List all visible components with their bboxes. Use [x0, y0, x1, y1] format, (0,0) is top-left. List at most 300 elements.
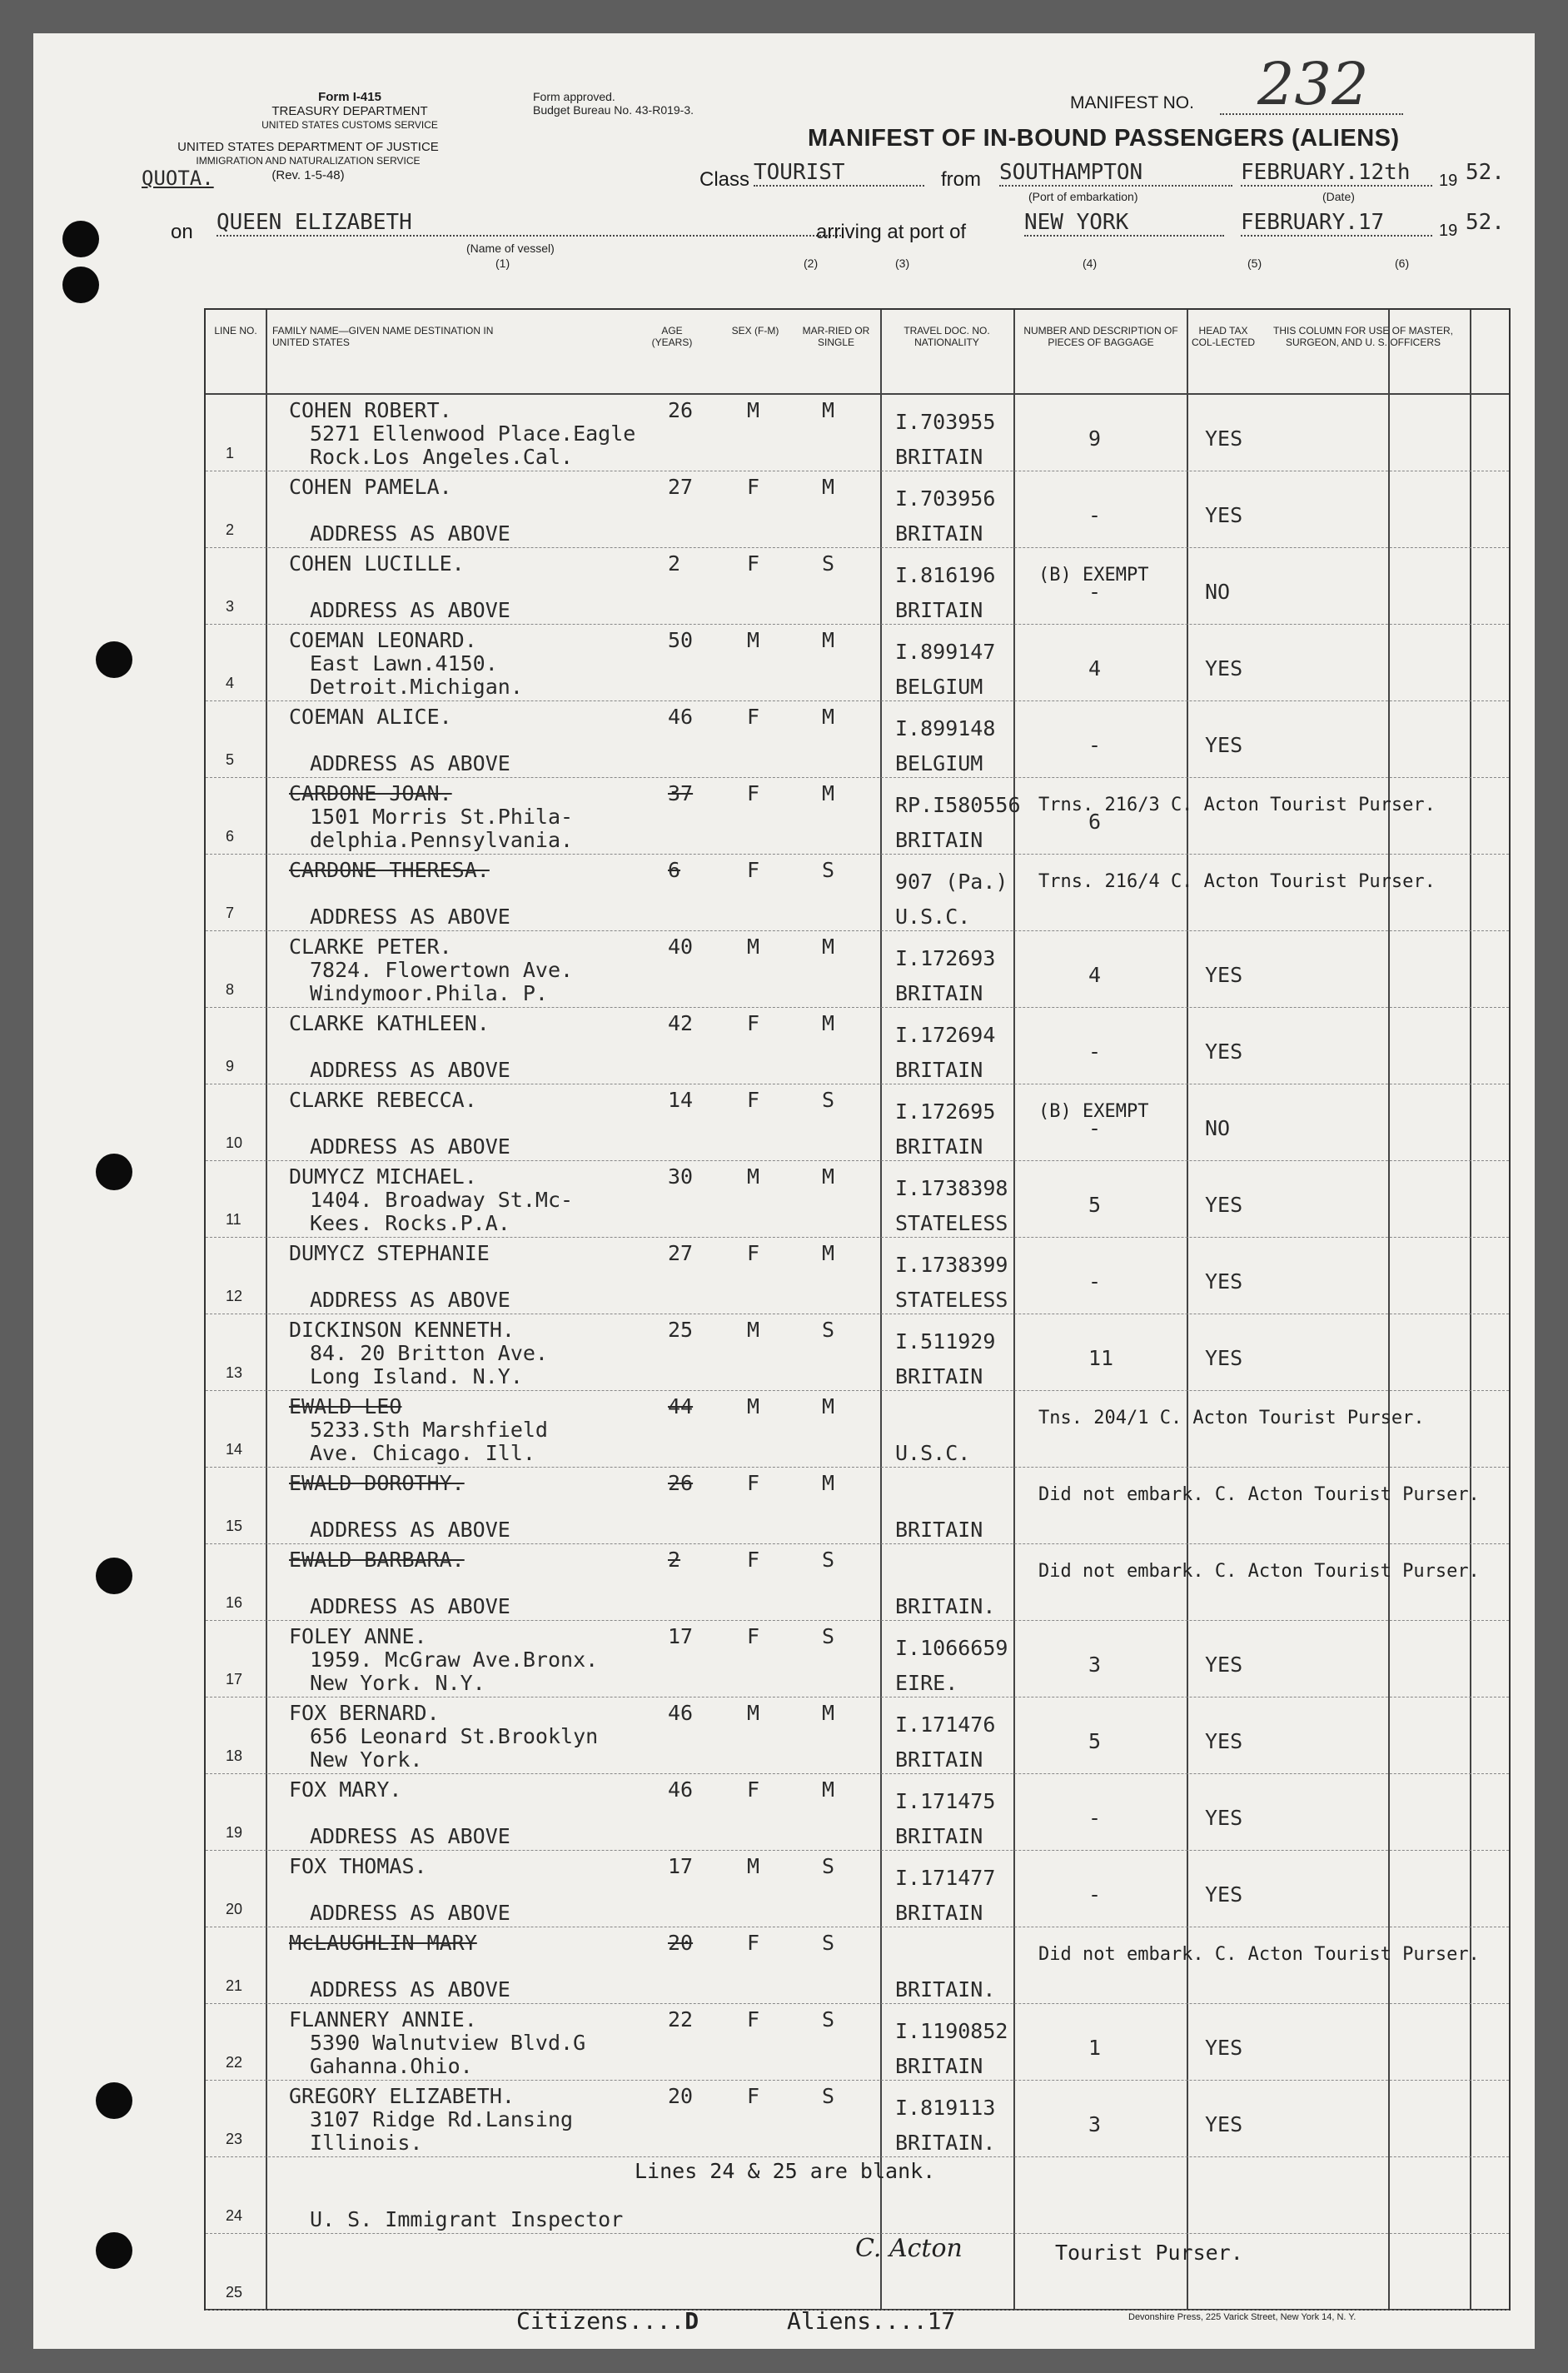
- table-row: [206, 548, 1509, 625]
- age: 2: [668, 1548, 681, 1572]
- baggage-count: 3: [1088, 1653, 1102, 1677]
- officer-note: Trns. 216/3 C. Acton Tourist Purser.: [1038, 795, 1436, 815]
- passenger-name: COHEN LUCILLE.: [289, 551, 465, 576]
- travel-doc-number: I.819113: [895, 2096, 996, 2120]
- nationality: U.S.C.: [895, 905, 971, 929]
- nationality: BRITAIN: [895, 1824, 983, 1848]
- age: 44: [668, 1394, 694, 1418]
- line-number: 9: [226, 1058, 235, 1074]
- sex: M: [747, 398, 760, 422]
- baggage-count: -: [1088, 1039, 1102, 1064]
- sex: M: [747, 935, 760, 959]
- age: 46: [668, 1777, 694, 1802]
- header-baggage: NUMBER AND DESCRIPTION OF PIECES OF BAGGAGE: [1023, 325, 1178, 348]
- table-row: [206, 2081, 1509, 2157]
- marital-status: S: [822, 1624, 835, 1648]
- table-row: [206, 395, 1509, 471]
- head-tax: YES: [1205, 1193, 1243, 1217]
- marital-status: S: [822, 1854, 835, 1878]
- line-number: 7: [226, 905, 235, 921]
- passenger-name: FOX MARY.: [289, 1777, 402, 1802]
- head-tax: YES: [1205, 1269, 1243, 1294]
- table-row: [206, 1544, 1509, 1621]
- sex: F: [747, 475, 760, 499]
- passenger-name: FOLEY ANNE.: [289, 1624, 427, 1648]
- table-row: [206, 1621, 1509, 1697]
- baggage-count: -: [1088, 1806, 1102, 1830]
- address-line-1: 5233.Sth Marshfield: [310, 1418, 548, 1442]
- passenger-name: CLARKE PETER.: [289, 935, 452, 959]
- table-row: [206, 1927, 1509, 2004]
- address-line-2: ADDRESS AS ABOVE: [310, 1594, 510, 1618]
- baggage-count: 6: [1088, 810, 1102, 834]
- travel-doc-number: I.1738399: [895, 1253, 1008, 1277]
- address-line-1: 1959. McGraw Ave.Bronx.: [310, 1648, 599, 1672]
- baggage-count: 4: [1088, 656, 1102, 680]
- table-row: [206, 1391, 1509, 1468]
- sex: F: [747, 1471, 760, 1495]
- baggage-count: -: [1088, 503, 1102, 527]
- age: 26: [668, 398, 694, 422]
- col-num-6: (6): [1395, 257, 1410, 270]
- nationality: BRITAIN: [895, 598, 983, 622]
- punch-hole: [96, 2082, 132, 2119]
- table-row: [206, 1314, 1509, 1391]
- page-title: MANIFEST OF IN-BOUND PASSENGERS (ALIENS): [808, 125, 1400, 152]
- line-number: 24: [226, 2207, 243, 2224]
- nationality: BRITAIN: [895, 1747, 983, 1772]
- address-line-2: ADDRESS AS ABOVE: [310, 1901, 510, 1925]
- marital-status: M: [822, 1394, 835, 1418]
- line-number: 17: [226, 1671, 243, 1688]
- nationality: STATELESS: [895, 1288, 1008, 1312]
- travel-doc-number: I.171475: [895, 1789, 996, 1813]
- line-number: 14: [226, 1441, 243, 1458]
- embark-port: SOUTHAMPTON: [999, 160, 1232, 187]
- age: 2: [668, 551, 681, 576]
- line-number: 13: [226, 1364, 243, 1381]
- head-tax: YES: [1205, 963, 1243, 987]
- citizens-value: D: [684, 2307, 699, 2335]
- budget-bureau: Budget Bureau No. 43-R019-3.: [533, 103, 694, 117]
- sex: F: [747, 2084, 760, 2108]
- officer-note: (B) EXEMPT: [1038, 565, 1149, 586]
- from-label: from: [941, 168, 981, 191]
- col-num-2: (2): [804, 257, 819, 270]
- aliens-value: 17: [927, 2307, 956, 2335]
- address-line-2: ADDRESS AS ABOVE: [310, 905, 510, 929]
- age: 6: [668, 858, 681, 882]
- punch-hole: [62, 221, 99, 257]
- line-number: 3: [226, 598, 235, 615]
- table-row: [206, 778, 1509, 855]
- nationality: BRITAIN: [895, 1364, 983, 1388]
- nationality: BRITAIN.: [895, 2131, 996, 2155]
- officer-note: Did not embark. C. Acton Tourist Purser.: [1038, 1944, 1480, 1965]
- sex: F: [747, 1624, 760, 1648]
- arrival-port: NEW YORK: [1024, 210, 1224, 237]
- line-number: 20: [226, 1901, 243, 1917]
- line-number: 18: [226, 1747, 243, 1764]
- sex: M: [747, 1394, 760, 1418]
- passenger-table: [204, 308, 1511, 2311]
- arriving-label: arriving at port of: [816, 221, 967, 243]
- marital-status: M: [822, 781, 835, 805]
- embark-year-prefix: 19: [1439, 172, 1458, 190]
- sex: M: [747, 1701, 760, 1725]
- age: 37: [668, 781, 694, 805]
- head-tax: YES: [1205, 656, 1243, 680]
- travel-doc-number: I.511929: [895, 1329, 996, 1354]
- head-tax: NO: [1205, 1116, 1231, 1140]
- baggage-count: -: [1088, 580, 1102, 604]
- header-line-no: LINE NO.: [214, 325, 257, 337]
- table-row: [206, 1468, 1509, 1544]
- travel-doc-number: I.899148: [895, 716, 996, 740]
- head-tax: YES: [1205, 1806, 1243, 1830]
- age: 14: [668, 1088, 694, 1112]
- baggage-count: 5: [1088, 1729, 1102, 1753]
- travel-doc-number: I.899147: [895, 640, 996, 664]
- head-tax: YES: [1205, 1653, 1243, 1677]
- nationality: STATELESS: [895, 1211, 1008, 1235]
- age: 27: [668, 475, 694, 499]
- line-number: 2: [226, 521, 235, 538]
- line-number: 5: [226, 751, 235, 768]
- marital-status: M: [822, 398, 835, 422]
- line-number: 12: [226, 1288, 243, 1304]
- punch-hole: [96, 641, 132, 678]
- travel-doc-number: 907 (Pa.): [895, 870, 1008, 894]
- head-tax: YES: [1205, 2112, 1243, 2136]
- embark-port-caption: (Port of embarkation): [1028, 190, 1138, 203]
- passenger-name: EWALD LEO: [289, 1394, 402, 1418]
- form-approved: [533, 90, 694, 117]
- nationality: BRITAIN.: [895, 1594, 996, 1618]
- marital-status: M: [822, 935, 835, 959]
- passenger-name: COHEN ROBERT.: [289, 398, 452, 422]
- table-row: [206, 931, 1509, 1008]
- passenger-name: EWALD BARBARA.: [289, 1548, 465, 1572]
- sex: F: [747, 551, 760, 576]
- line-number: 10: [226, 1134, 243, 1151]
- sex: M: [747, 1164, 760, 1189]
- table-row: [206, 1851, 1509, 1927]
- line-number: 1: [226, 445, 235, 461]
- nationality: BRITAIN: [895, 1058, 983, 1082]
- header-travel-doc: TRAVEL DOC. NO. NATIONALITY: [903, 325, 990, 348]
- marital-status: S: [822, 1088, 835, 1112]
- marital-status: S: [822, 1548, 835, 1572]
- passenger-name: FOX BERNARD.: [289, 1701, 440, 1725]
- baggage-count: 11: [1088, 1346, 1114, 1370]
- head-tax: YES: [1205, 1882, 1243, 1907]
- line-number: 22: [226, 2054, 243, 2071]
- address-line-2: delphia.Pennsylvania.: [310, 828, 574, 852]
- table-row: [206, 2004, 1509, 2081]
- arrival-year: 52.: [1466, 210, 1505, 235]
- sex: F: [747, 1548, 760, 1572]
- passenger-name: DUMYCZ STEPHANIE: [289, 1241, 490, 1265]
- passenger-name: GREGORY ELIZABETH.: [289, 2084, 515, 2108]
- address-line-2: ADDRESS AS ABOVE: [310, 1134, 510, 1159]
- nationality: BRITAIN: [895, 828, 983, 852]
- punch-hole: [96, 2232, 132, 2269]
- address-line-2: ADDRESS AS ABOVE: [310, 1288, 510, 1312]
- line-number: 6: [226, 828, 235, 845]
- passenger-name: CLARKE REBECCA.: [289, 1088, 477, 1112]
- sex: M: [747, 1318, 760, 1342]
- nationality: EIRE.: [895, 1671, 958, 1695]
- age: 22: [668, 2007, 694, 2032]
- travel-doc-number: RP.I580556: [895, 793, 1021, 817]
- form-header-left: [250, 90, 450, 132]
- vessel-col-number: (1): [495, 257, 510, 270]
- line-number: 16: [226, 1594, 243, 1611]
- age: 50: [668, 628, 694, 652]
- address-line-2: Gahanna.Ohio.: [310, 2054, 473, 2078]
- manifest-number: 232: [1257, 50, 1369, 118]
- table-row: [206, 471, 1509, 548]
- address-line-2: Rock.Los Angeles.Cal.: [310, 445, 574, 469]
- nationality: BRITAIN: [895, 1134, 983, 1159]
- line-number: 8: [226, 981, 235, 998]
- table-row: [206, 1008, 1509, 1084]
- passenger-name: EWALD DOROTHY.: [289, 1471, 465, 1495]
- address-line-1: 5271 Ellenwood Place.Eagle: [310, 421, 636, 446]
- table-row: [206, 1238, 1509, 1314]
- marital-status: M: [822, 1164, 835, 1189]
- address-line-1: 5390 Walnutview Blvd.G: [310, 2031, 586, 2055]
- class-value: TOURIST: [754, 160, 924, 187]
- travel-doc-number: I.171476: [895, 1712, 996, 1737]
- travel-doc-number: I.1738398: [895, 1176, 1008, 1200]
- passenger-name: CARDONE THERESA.: [289, 858, 490, 882]
- col-num-5: (5): [1247, 257, 1262, 270]
- manifest-number-line: [1220, 113, 1403, 115]
- age: 30: [668, 1164, 694, 1189]
- age: 20: [668, 1931, 694, 1955]
- sex: F: [747, 781, 760, 805]
- address-line-2: ADDRESS AS ABOVE: [310, 1058, 510, 1082]
- address-line-2: Ave. Chicago. Ill.: [310, 1441, 535, 1465]
- marital-status: M: [822, 1701, 835, 1725]
- purser-title: Tourist Purser.: [1055, 2241, 1243, 2265]
- nationality: BRITAIN.: [895, 1977, 996, 2002]
- on-label: on: [171, 221, 193, 243]
- nationality: BRITAIN: [895, 445, 983, 469]
- sex: F: [747, 705, 760, 729]
- head-tax: YES: [1205, 1039, 1243, 1064]
- travel-doc-number: I.1190852: [895, 2019, 1008, 2043]
- baggage-count: -: [1088, 1882, 1102, 1907]
- age: 17: [668, 1624, 694, 1648]
- marital-status: S: [822, 1318, 835, 1342]
- head-tax: YES: [1205, 2036, 1243, 2060]
- form-revision: (Rev. 1-5-48): [271, 168, 345, 182]
- age: 40: [668, 935, 694, 959]
- line-number: 25: [226, 2284, 243, 2301]
- sex: F: [747, 1241, 760, 1265]
- address-line-2: ADDRESS AS ABOVE: [310, 521, 510, 546]
- nationality: BRITAIN: [895, 1901, 983, 1925]
- travel-doc-number: I.172695: [895, 1099, 996, 1124]
- punch-hole: [96, 1558, 132, 1594]
- punch-hole: [62, 267, 99, 303]
- col-num-4: (4): [1083, 257, 1098, 270]
- col-num-3: (3): [895, 257, 910, 270]
- officer-note: (B) EXEMPT: [1038, 1101, 1149, 1122]
- age: 17: [668, 1854, 694, 1878]
- form-number: Form I-415: [318, 90, 381, 104]
- marital-status: M: [822, 628, 835, 652]
- age: 20: [668, 2084, 694, 2108]
- line-number: 21: [226, 1977, 243, 1994]
- age: 26: [668, 1471, 694, 1495]
- address-line-2: ADDRESS AS ABOVE: [310, 1977, 510, 2002]
- marital-status: S: [822, 1931, 835, 1955]
- table-row: [206, 1084, 1509, 1161]
- line-number: 19: [226, 1824, 243, 1841]
- address-line-2: ADDRESS AS ABOVE: [310, 1824, 510, 1848]
- head-tax: YES: [1205, 1346, 1243, 1370]
- nationality: BRITAIN: [895, 2054, 983, 2078]
- baggage-count: 5: [1088, 1193, 1102, 1217]
- travel-doc-number: I.172693: [895, 946, 996, 970]
- passenger-name: COEMAN ALICE.: [289, 705, 452, 729]
- header-officers: THIS COLUMN FOR USE OF MASTER, SURGEON, AND U. S. OFFICERS: [1272, 325, 1453, 348]
- line-number: 15: [226, 1518, 243, 1534]
- age: 46: [668, 705, 694, 729]
- passenger-name: COHEN PAMELA.: [289, 475, 452, 499]
- baggage-count: 3: [1088, 2112, 1102, 2136]
- address-line-2: ADDRESS AS ABOVE: [310, 751, 510, 775]
- treasury-dept: TREASURY DEPARTMENT: [271, 104, 428, 118]
- baggage-count: -: [1088, 1116, 1102, 1140]
- travel-doc-number: I.703956: [895, 486, 996, 511]
- approved-label: Form approved.: [533, 90, 615, 103]
- manifest-number-label: MANIFEST NO.: [1070, 93, 1194, 112]
- embark-year: 52.: [1466, 160, 1505, 185]
- travel-doc-number: I.172694: [895, 1023, 996, 1047]
- age: 46: [668, 1701, 694, 1725]
- travel-doc-number: I.1066659: [895, 1636, 1008, 1660]
- manifest-page: [33, 33, 1535, 2349]
- sex: F: [747, 1011, 760, 1035]
- address-line-2: ADDRESS AS ABOVE: [310, 1518, 510, 1542]
- justice-dept: UNITED STATES DEPARTMENT OF JUSTICE: [177, 140, 439, 154]
- address-line-1: 3107 Ridge Rd.Lansing: [310, 2107, 574, 2131]
- address-line-1: 7824. Flowertown Ave.: [310, 958, 574, 982]
- baggage-count: 9: [1088, 426, 1102, 451]
- passenger-name: McLAUGHLIN MARY: [289, 1931, 477, 1955]
- line-number: 23: [226, 2131, 243, 2147]
- passenger-name: FOX THOMAS.: [289, 1854, 427, 1878]
- address-line-1: 1501 Morris St.Phila-: [310, 805, 574, 829]
- marital-status: S: [822, 551, 835, 576]
- printer-imprint: Devonshire Press, 225 Varick Street, New York 14, N. Y.: [1128, 2312, 1356, 2322]
- marital-status: M: [822, 1011, 835, 1035]
- arrival-date: FEBRUARY.17: [1241, 210, 1432, 237]
- header-sex: SEX (F-M): [731, 325, 779, 337]
- sex: F: [747, 2007, 760, 2032]
- vessel-caption: (Name of vessel): [466, 242, 555, 255]
- table-row: [206, 625, 1509, 701]
- nationality: BRITAIN: [895, 1518, 983, 1542]
- address-line-2: ADDRESS AS ABOVE: [310, 598, 510, 622]
- marital-status: M: [822, 475, 835, 499]
- address-line-1: 1404. Broadway St.Mc-: [310, 1188, 574, 1212]
- officer-note: Did not embark. C. Acton Tourist Purser.: [1038, 1484, 1480, 1505]
- address-line-1: 656 Leonard St.Brooklyn: [310, 1724, 599, 1748]
- ins-service: IMMIGRATION AND NATURALIZATION SERVICE: [196, 155, 421, 167]
- marital-status: M: [822, 1777, 835, 1802]
- passenger-name: COEMAN LEONARD.: [289, 628, 477, 652]
- citizens-label: Citizens....: [516, 2307, 685, 2335]
- address-line-1: 84. 20 Britton Ave.: [310, 1341, 548, 1365]
- marital-status: S: [822, 2007, 835, 2032]
- head-tax: YES: [1205, 1729, 1243, 1753]
- header-married: MAR-RIED OR SINGLE: [802, 325, 870, 348]
- header-age: AGE (YEARS): [651, 325, 693, 348]
- baggage-count: 4: [1088, 963, 1102, 987]
- table-row: [206, 1697, 1509, 1774]
- nationality: BRITAIN: [895, 521, 983, 546]
- head-tax: YES: [1205, 426, 1243, 451]
- marital-status: M: [822, 1471, 835, 1495]
- line-number: 4: [226, 675, 235, 691]
- nationality: U.S.C.: [895, 1441, 971, 1465]
- travel-doc-number: I.703955: [895, 410, 996, 434]
- sex: M: [747, 628, 760, 652]
- officer-note: Tns. 204/1 C. Acton Tourist Purser.: [1038, 1408, 1425, 1428]
- table-row: [206, 855, 1509, 931]
- embark-date: FEBRUARY.12th: [1241, 160, 1432, 187]
- age: 25: [668, 1318, 694, 1342]
- customs-service: UNITED STATES CUSTOMS SERVICE: [261, 119, 438, 131]
- address-line-2: Kees. Rocks.P.A.: [310, 1211, 510, 1235]
- nationality: BELGIUM: [895, 675, 983, 699]
- sex: F: [747, 858, 760, 882]
- table-row: [206, 1161, 1509, 1238]
- officer-note: Did not embark. C. Acton Tourist Purser.: [1038, 1561, 1480, 1582]
- quota-label: QUOTA.: [142, 167, 214, 190]
- baggage-count: 1: [1088, 2036, 1102, 2060]
- travel-doc-number: I.171477: [895, 1866, 996, 1890]
- sex: M: [747, 1854, 760, 1878]
- blank-lines-note: Lines 24 & 25 are blank.: [635, 2159, 936, 2183]
- age: 27: [668, 1241, 694, 1265]
- sex: F: [747, 1931, 760, 1955]
- head-tax: YES: [1205, 733, 1243, 757]
- address-line-2: Windymoor.Phila. P.: [310, 981, 548, 1005]
- address-line-2: Illinois.: [310, 2131, 423, 2155]
- sex: F: [747, 1777, 760, 1802]
- address-line-2: Long Island. N.Y.: [310, 1364, 523, 1388]
- address-line-1: East Lawn.4150.: [310, 651, 498, 676]
- table-row: [206, 701, 1509, 778]
- baggage-count: -: [1088, 1269, 1102, 1294]
- line-number: 11: [226, 1211, 241, 1228]
- travel-doc-number: I.816196: [895, 563, 996, 587]
- purser-signature: C. Acton: [855, 2234, 963, 2263]
- aliens-count: [787, 2307, 955, 2335]
- passenger-name: DUMYCZ MICHAEL.: [289, 1164, 477, 1189]
- marital-status: M: [822, 1241, 835, 1265]
- baggage-count: -: [1088, 733, 1102, 757]
- nationality: BELGIUM: [895, 751, 983, 775]
- age: 42: [668, 1011, 694, 1035]
